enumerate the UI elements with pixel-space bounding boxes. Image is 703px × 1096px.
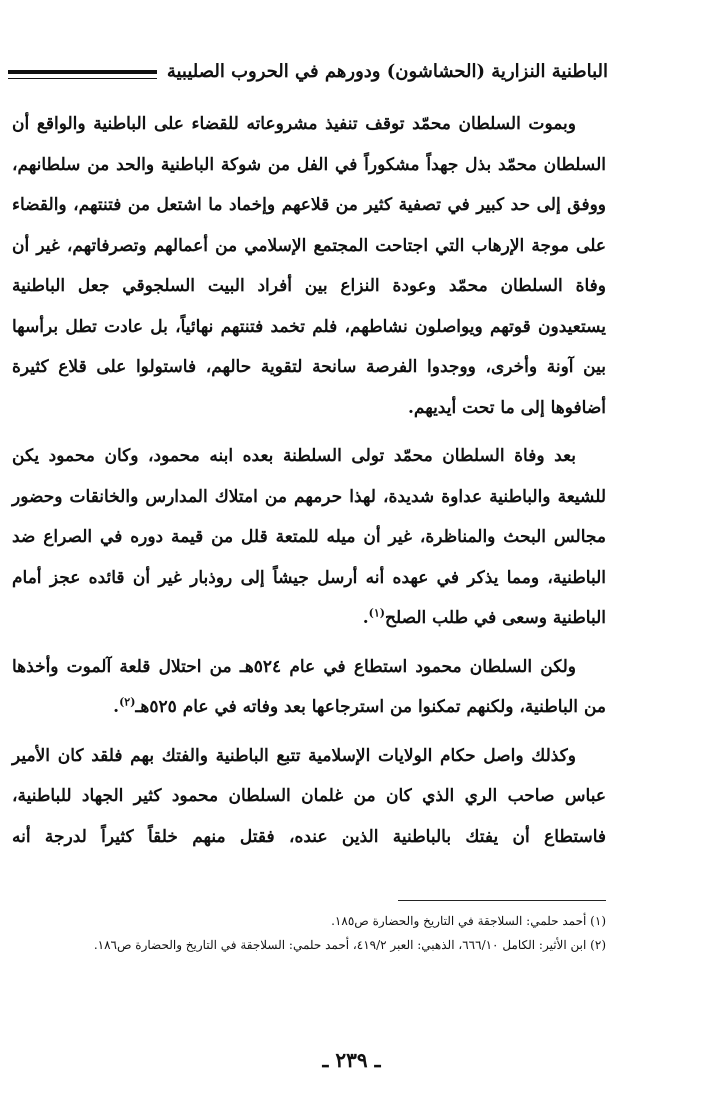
paragraph-1-text: وبموت السلطان محمّد توقف تنفيذ مشروعاته للقضاء على الباطنية والواقع أن السلطان محمّد بذل جهداً مشكوراً في الفل من شوكة الباطنية والحد من سلطانهم، ووفق إلى حد كبير في تصفية كثير من قلاعهم وإخماد ما اشتعل من فتنتهم، والقضاء على موجة الإرهاب التي اجتاحت المجتمع الإسلامي من أعمالهم وتصرفاتهم، غير أن وفاة السلطان محمّد وعودة النزاع بين أفراد البيت السلجوقي جعل الباطنية يستعيدون قوتهم ويواصلون نشاطهم، فلم تخمد فتنتهم نهائياً، بل عادت تطل برأسها بين آونة وأخرى، ووجدوا الفرصة سانحة لتقوية حالهم، فاستولوا على قلاع كثيرة أضافوها إلى ما تحت أيديهم. bbox=[12, 114, 606, 418]
header-rule bbox=[8, 70, 157, 79]
footnote-2: (٢) ابن الأثير: الكامل ٦٦٦/١٠، الذهبي: العبر ٤١٩/٢، أحمد حلمي: السلاجقة في التاريخ والحضارة ص١٨٦. bbox=[93, 938, 606, 952]
footnote-divider bbox=[398, 900, 606, 901]
paragraph-4 bbox=[12, 736, 606, 858]
paragraph-2-text: بعد وفاة السلطان محمّد تولى السلطنة بعده ابنه محمود، وكان محمود يكن للشيعة والباطنية عداوة شديدة، لهذا حرمهم من امتلاك المدارس والخانقات وحضور مجالس البحث والمناظرة، غير أن ميله للمتعة قلل من قيمة دوره في الصراع ضد الباطنية، ومما يذكر في عهده أنه أرسل جيشاً إلى روذبار غير أن قائده عجز أمام الباطنية وسعى في طلب الصلح bbox=[12, 446, 606, 628]
paragraph-2: بعد وفاة السلطان محمّد تولى السلطنة بعده ابنه محمود، وكان محمود يكن للشيعة والباطنية عداوة شديدة، لهذا حرمهم من امتلاك المدارس والخانقات وحضور مجالس البحث والمناظرة، غير أن ميله للمتعة قلل من قيمة دوره في الصراع ضد الباطنية، ومما يذكر في عهده أنه أرسل جيشاً إلى روذبار غير أن قائده عجز أمام الباطنية وسعى في طلب الصلح$^{(١)}$. bbox=[12, 446, 606, 628]
header-title: الباطنية النزارية (الحشاشون) ودورهم في الحروب الصليبية bbox=[166, 60, 608, 82]
paragraph-3: ولكن السلطان محمود استطاع في عام ٥٢٤هـ من احتلال قلعة آلموت وأخذها من الباطنية، ولكنهم تمكنوا من استرجاعها بعد وفاته في عام ٥٢٥هـ$^{(٢)}$. bbox=[12, 656, 606, 717]
main-text bbox=[12, 104, 606, 865]
page-number: ـ ٢٣٩ ـ bbox=[322, 1048, 381, 1072]
footnote-1: (١) أحمد حلمي: السلاجقة في التاريخ والحضارة ص١٨٥. bbox=[331, 914, 606, 928]
footnotes bbox=[12, 909, 606, 957]
running-header bbox=[8, 54, 608, 88]
footnote-ref-2: (٢) bbox=[119, 695, 136, 709]
footnote-ref-1: (١) bbox=[368, 606, 385, 620]
paragraph-3-text: ولكن السلطان محمود استطاع في عام ٥٢٤هـ من احتلال قلعة آلموت وأخذها من الباطنية، ولكنهم تمكنوا من استرجاعها بعد وفاته في عام ٥٢٥هـ bbox=[12, 656, 606, 717]
paragraph-4-text: وكذلك واصل حكام الولايات الإسلامية تتبع الباطنية والفتك بهم فلقد كان الأمير عباس صاحب الري الذي كان من غلمان السلطان محمود كثير الجهاد للباطنية، فاستطاع أن يفتك بالباطنية الذين عنده، فقتل منهم خلقاً كثيراً لدرجة أنه bbox=[12, 745, 606, 847]
paragraph-1 bbox=[12, 104, 606, 428]
